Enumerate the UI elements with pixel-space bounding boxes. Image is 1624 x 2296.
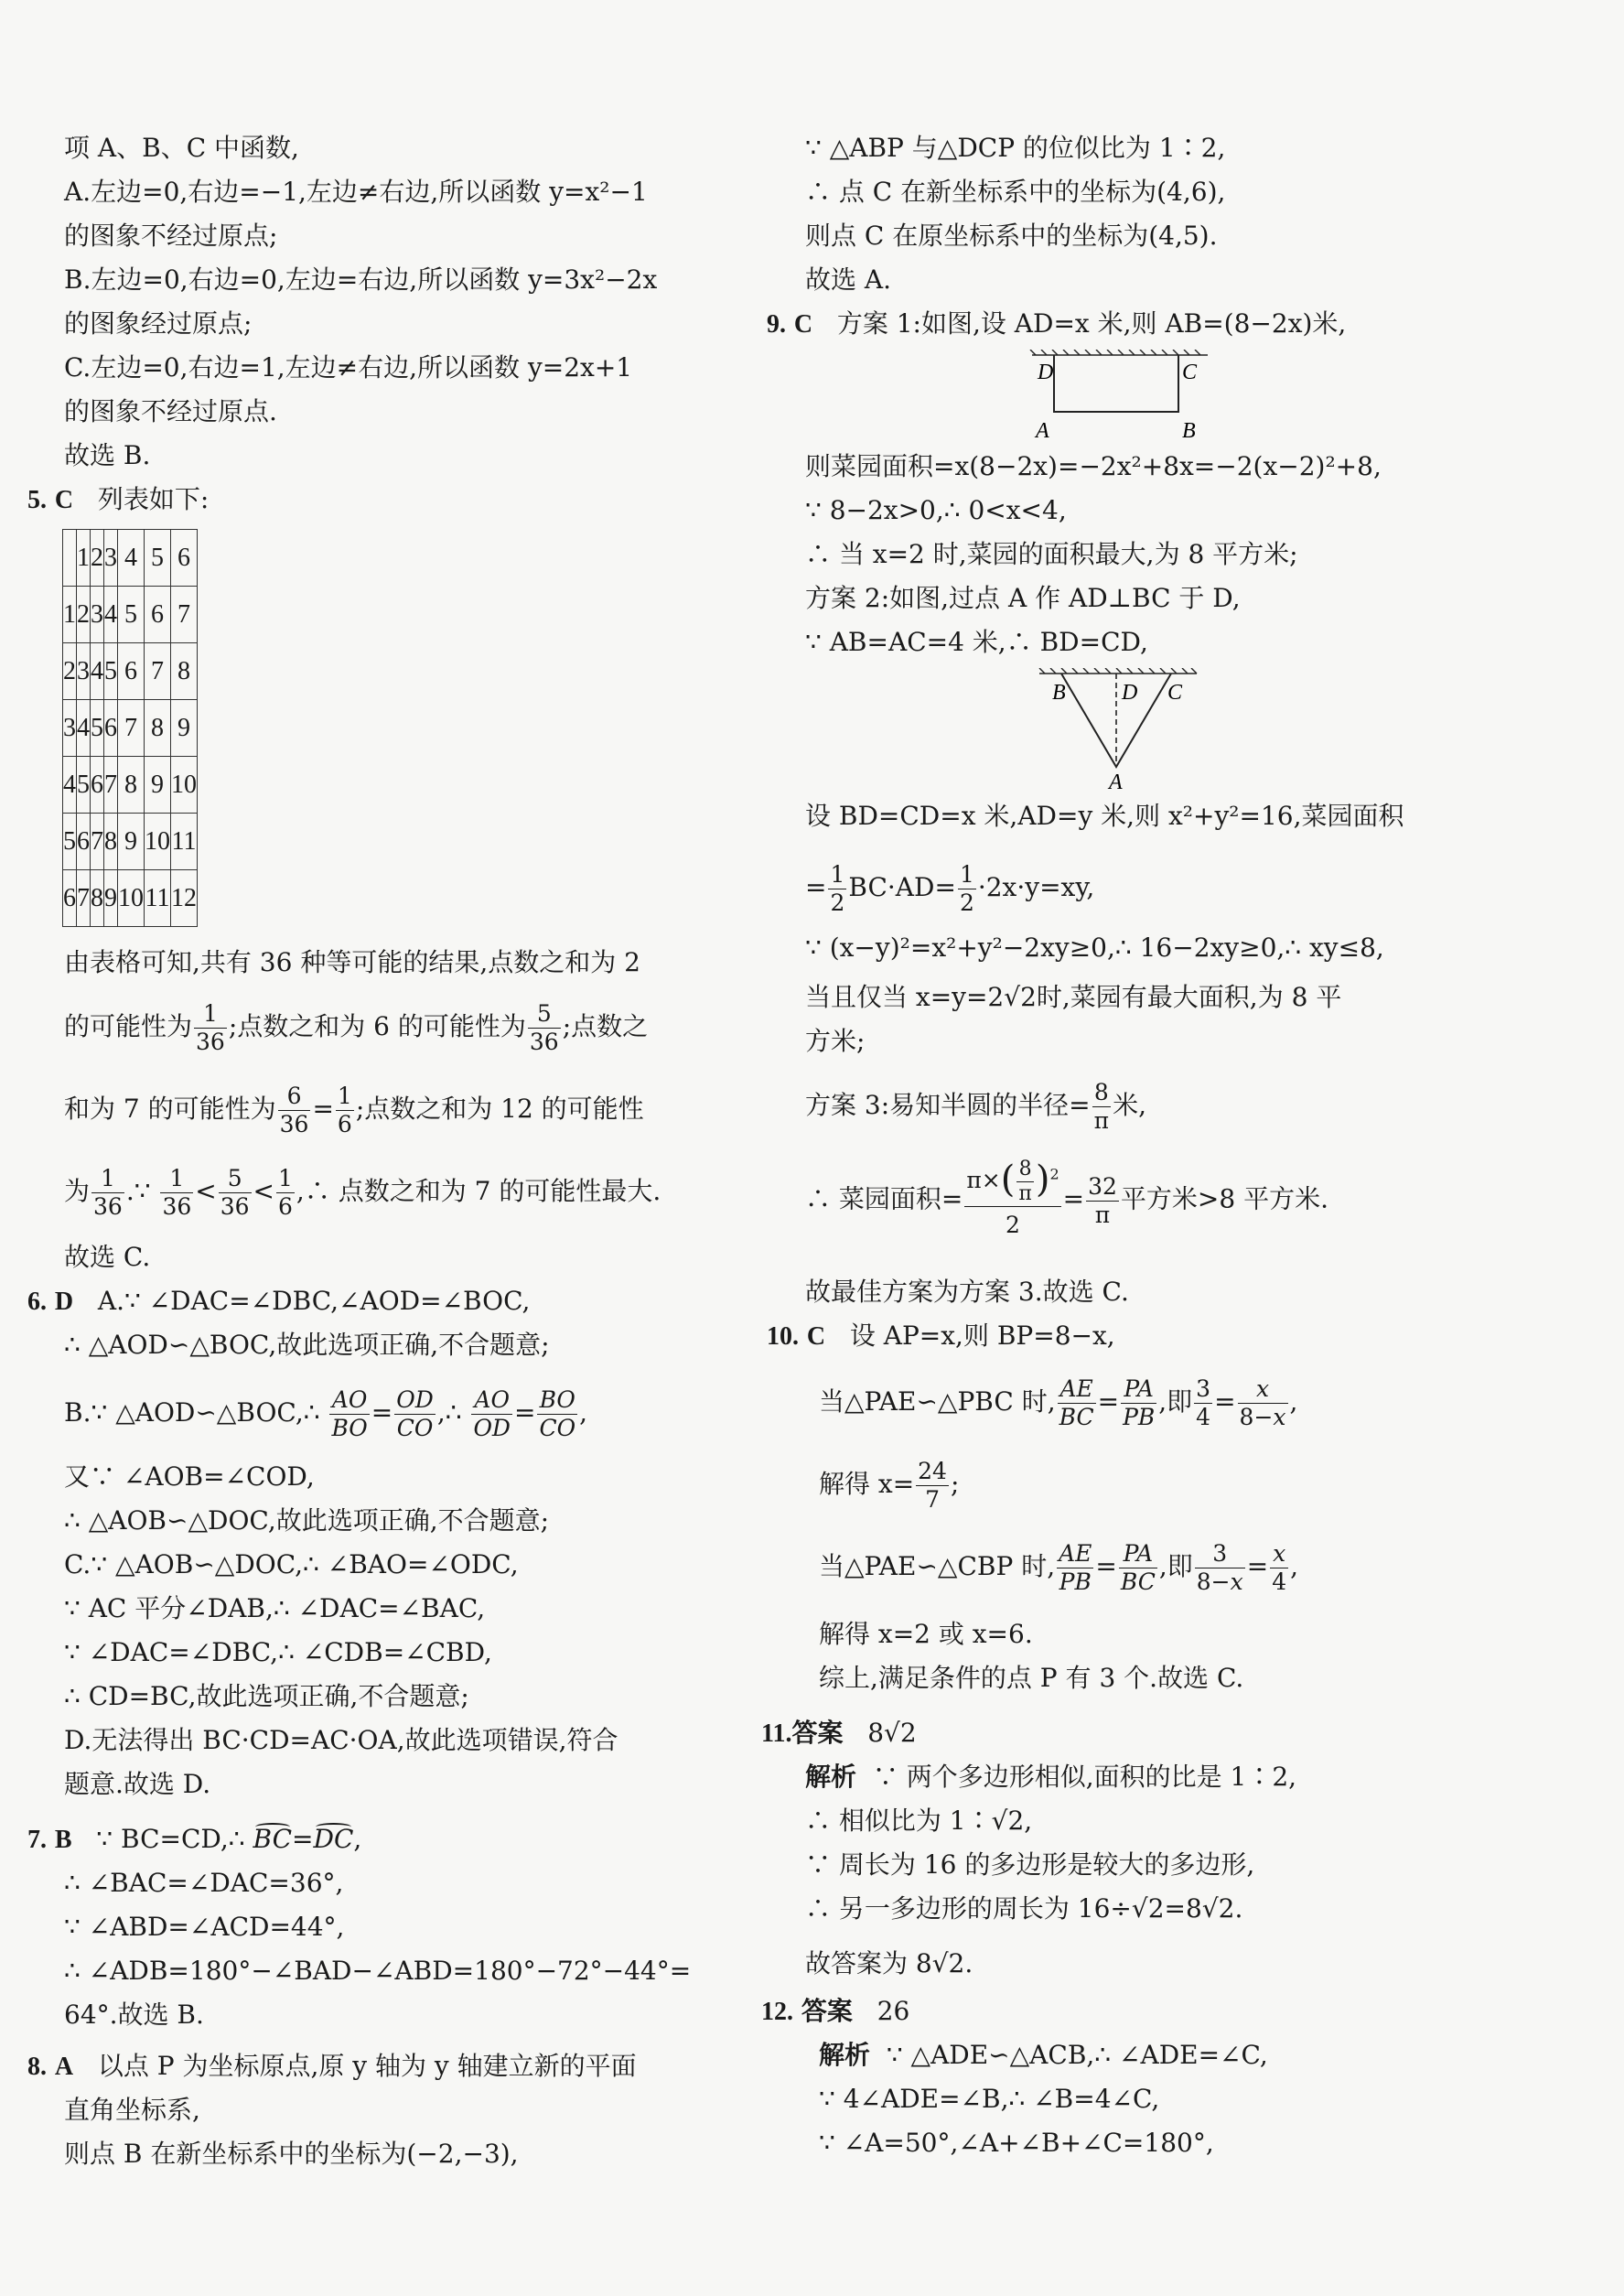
table-cell: 5	[63, 814, 77, 870]
text: ;点数之和为 12 的可能性	[355, 1094, 644, 1124]
table-cell: 7	[77, 870, 91, 927]
arc-bc: BC	[253, 1821, 293, 1858]
table-row	[63, 530, 198, 587]
label-d: D	[1122, 681, 1138, 705]
table-row	[63, 587, 198, 643]
q5-intro: 列表如下:	[97, 484, 210, 514]
dice-sum-table	[62, 529, 198, 927]
table-cell: 7	[118, 700, 145, 757]
text: 为	[64, 1176, 91, 1206]
table-cell: 2	[91, 530, 104, 587]
table-cell: 7	[104, 757, 118, 814]
table-cell	[63, 530, 77, 587]
question-number: 8.	[27, 2053, 47, 2081]
table-cell: 4	[63, 757, 77, 814]
table-cell: 6	[91, 757, 104, 814]
analysis-label: 解析	[805, 1762, 857, 1792]
q10-heading	[767, 1318, 1115, 1355]
q4-line: 的图象不经过原点;	[64, 221, 278, 251]
table-cell: 8	[118, 757, 145, 814]
fraction: $\frac{x}{8-x}$	[1239, 1375, 1286, 1430]
table-cell: 9	[104, 870, 118, 927]
q9-line: ∴ 菜园面积= π×( $\frac{8}{\pi}$ )$^2$ 2 = $\frac{32}{\pi}$ 平方米>8 平方米.	[805, 1158, 1328, 1244]
q11-line: ∵ 周长为 16 的多边形是较大的多边形,	[805, 1849, 1255, 1880]
q4-line: C.左边=0,右边=1,左边≠右边,所以函数 y=2x+1	[64, 352, 633, 383]
question-number: 7.	[27, 1826, 47, 1854]
question-number: 9.	[767, 310, 786, 339]
q12-heading	[761, 1993, 909, 2031]
fraction: $\frac{1}{2}$	[959, 861, 974, 916]
triangle-garden-figure	[1036, 668, 1200, 792]
q9-line: 设 BD=CD=x 米,AD=y 米,则 x²+y²=16,菜园面积	[805, 801, 1404, 831]
table-cell: 8	[104, 814, 118, 870]
q5-line: 故选 C.	[64, 1242, 151, 1272]
label-a: A	[1036, 419, 1049, 441]
q10-line: 当△PAE∽△CBP 时, $\frac{AE}{PB}$ = $\frac{PA}{BC}$ ,即 $\frac{3}{8-x}$ = $\frac{x}{4}$ ,	[819, 1540, 1299, 1595]
fraction: $\frac{AE}{BC}$	[1059, 1375, 1094, 1430]
q5-line: 为 $\frac{1}{36}$ .∵ $\frac{1}{36}$ < $\frac{5}{36}$ < $\frac{1}{6}$ ,∴ 点数之和为 7 的可能性最大.	[64, 1165, 661, 1220]
q11-line	[805, 1759, 1296, 1795]
table-cell: 3	[104, 530, 118, 587]
answer-letter: B	[54, 1826, 72, 1854]
text: 解得 x=	[819, 1469, 915, 1499]
q10-line: 综上,满足条件的点 P 有 3 个.故选 C.	[819, 1663, 1244, 1693]
table-cell: 8	[145, 700, 171, 757]
fraction: $\frac{BO}{CO}$	[539, 1386, 576, 1441]
q5-heading	[27, 481, 209, 519]
fraction: $\frac{32}{\pi}$	[1088, 1172, 1117, 1228]
table-cell: 3	[91, 587, 104, 643]
table-cell: 12	[171, 870, 198, 927]
q4-line: 故选 B.	[64, 440, 151, 470]
table-cell: 10	[145, 814, 171, 870]
q8-line: 则点 C 在原坐标系中的坐标为(4,5).	[805, 221, 1218, 251]
text: 当△PAE∽△PBC 时,	[819, 1386, 1056, 1417]
table-cell: 11	[171, 814, 198, 870]
fraction: $\frac{PA}{PB}$	[1123, 1375, 1156, 1430]
q9-line: 方米;	[805, 1026, 866, 1056]
q11-heading	[761, 1715, 917, 1752]
q6-line: ∴ △AOB∽△DOC,故此选项正确,不合题意;	[64, 1505, 550, 1536]
table-cell: 9	[118, 814, 145, 870]
text: ,即	[1158, 1386, 1193, 1417]
text: ∵ BC=CD,∴	[96, 1824, 245, 1854]
q5-line	[64, 999, 648, 1056]
q11-line: ∴ 另一多边形的周长为 16÷√2=8√2.	[805, 1893, 1243, 1924]
q12-line: ∵ ∠A=50°,∠A+∠B+∠C=180°,	[819, 2128, 1214, 2158]
table-cell: 11	[145, 870, 171, 927]
fraction: $\frac{3}{8-x}$	[1196, 1540, 1243, 1595]
q8-line: ∴ 点 C 在新坐标系中的坐标为(4,6),	[805, 177, 1226, 207]
q5-line: 由表格可知,共有 36 种等可能的结果,点数之和为 2	[64, 947, 640, 977]
table-cell: 4	[91, 643, 104, 700]
table-row	[63, 700, 198, 757]
q8-line: 则点 B 在新坐标系中的坐标为(−2,−3),	[64, 2139, 519, 2169]
fraction: $\frac{PA}{BC}$	[1120, 1540, 1156, 1595]
q6-line: 又∵ ∠AOB=∠COD,	[64, 1461, 315, 1492]
q4-line: 的图象不经过原点.	[64, 396, 277, 426]
fraction: $\frac{5}{36}$	[220, 1165, 250, 1220]
fraction: $\frac{AO}{BO}$	[331, 1386, 368, 1441]
table-cell: 4	[118, 530, 145, 587]
text: BC·AD=	[848, 872, 956, 902]
fraction: $\frac{1}{36}$	[162, 1165, 192, 1220]
fraction: $\frac{1}{36}$	[196, 1000, 225, 1055]
q9-line: 方案 2:如图,过点 A 作 AD⊥BC 于 D,	[805, 583, 1241, 613]
q9-line: ∴ 当 x=2 时,菜园的面积最大,为 8 平方米;	[805, 539, 1298, 569]
text: 平方米>8 平方米.	[1120, 1183, 1328, 1214]
table-cell: 6	[145, 587, 171, 643]
fraction: $\frac{6}{36}$	[279, 1083, 309, 1137]
table-cell: 3	[77, 643, 91, 700]
table-cell: 7	[91, 814, 104, 870]
table-cell: 8	[171, 643, 198, 700]
q12-line: ∵ 4∠ADE=∠B,∴ ∠B=4∠C,	[819, 2084, 1160, 2114]
fraction: $\frac{AE}{PB}$	[1059, 1540, 1092, 1595]
arc-dc: DC	[314, 1821, 354, 1858]
q10-line: 当△PAE∽△PBC 时, $\frac{AE}{BC}$ = $\frac{PA}{PB}$ ,即 $\frac{3}{4}$ = $\frac{x}{8-x}$ ,	[819, 1375, 1298, 1430]
q6-line: 题意.故选 D.	[64, 1769, 211, 1799]
table-cell: 4	[77, 700, 91, 757]
q6-line: A.∵ ∠DAC=∠DBC,∠AOD=∠BOC,	[97, 1286, 531, 1316]
table-cell: 7	[145, 643, 171, 700]
question-number: 12.	[761, 1998, 793, 2026]
table-row	[63, 643, 198, 700]
q9-line: 则菜园面积=x(8−2x)=−2x²+8x=−2(x−2)²+8,	[805, 451, 1382, 481]
q4-line: A.左边=0,右边=−1,左边≠右边,所以函数 y=x²−1	[64, 177, 648, 207]
q11-line: 故答案为 8√2.	[805, 1948, 973, 1978]
table-cell: 1	[77, 530, 91, 587]
text: ;点数之和为 6 的可能性为	[228, 1011, 526, 1041]
table-cell: 5	[145, 530, 171, 587]
q6-line: D.无法得出 BC·CD=AC·OA,故此选项错误,符合	[64, 1725, 618, 1755]
table-cell: 5	[104, 643, 118, 700]
q10-line: 解得 x= $\frac{24}{7}$ ;	[819, 1458, 960, 1513]
label-d: D	[1038, 361, 1054, 384]
label-b: B	[1052, 681, 1066, 705]
fraction: $\frac{AO}{OD}$	[473, 1386, 511, 1441]
q9-line: 方案 1:如图,设 AD=x 米,则 AB=(8−2x)米,	[836, 308, 1347, 339]
q9-line: 当且仅当 x=y=2√2时,菜园有最大面积,为 8 平	[805, 982, 1342, 1012]
q11-line: ∴ 相似比为 1∶√2,	[805, 1806, 1033, 1836]
q6-line: C.∵ △AOB∽△DOC,∴ ∠BAO=∠ODC,	[64, 1549, 519, 1579]
question-number: 5.	[27, 486, 47, 514]
answer-letter: C	[54, 486, 74, 514]
q4-line: B.左边=0,右边=0,左边=右边,所以函数 y=3x²−2x	[64, 264, 658, 295]
fraction: $\frac{24}{7}$	[918, 1458, 947, 1513]
table-cell: 10	[171, 757, 198, 814]
table-cell: 8	[91, 870, 104, 927]
table-cell: 6	[118, 643, 145, 700]
fraction: $\frac{3}{4}$	[1196, 1375, 1211, 1430]
table-cell: 2	[63, 643, 77, 700]
table-cell: 9	[171, 700, 198, 757]
fraction: $\frac{1}{6}$	[337, 1083, 352, 1137]
table-cell: 2	[77, 587, 91, 643]
q12-line	[819, 2037, 1268, 2074]
q5-line: 和为 7 的可能性为 $\frac{6}{36}$ = $\frac{1}{6}$ ;点数之和为 12 的可能性	[64, 1083, 644, 1137]
q6-line: ∴ CD=BC,故此选项正确,不合题意;	[64, 1681, 469, 1711]
table-cell: 5	[118, 587, 145, 643]
text: ∵ △ADE∽△ACB,∴ ∠ADE=∠C,	[886, 2040, 1268, 2070]
text: 和为 7 的可能性为	[64, 1094, 276, 1124]
q6-line: B.∵ △AOD∽△BOC,∴ $\frac{AO}{BO}$ = $\frac{OD}{CO}$ ,∴ $\frac{AO}{OD}$ = $\frac{BO}{CO}$ ,	[64, 1386, 587, 1441]
table-cell: 6	[63, 870, 77, 927]
q10-line: 解得 x=2 或 x=6.	[819, 1619, 1033, 1649]
table-row	[63, 870, 198, 927]
answer-letter: A	[54, 2053, 74, 2081]
wall-hatch	[1039, 668, 1197, 674]
fraction: $\frac{8}{\pi}$	[1093, 1079, 1110, 1134]
q7-line: ∴ ∠BAC=∠DAC=36°,	[64, 1868, 344, 1898]
text: ∴ 点数之和为 7 的可能性最大.	[304, 1176, 661, 1206]
text: ∵ 两个多边形相似,面积的比是 1∶2,	[872, 1762, 1297, 1792]
garden-fence	[1054, 355, 1178, 412]
fraction: π×( $\frac{8}{\pi}$ )$^2$ 2	[966, 1158, 1059, 1238]
q8-line: 故选 A.	[805, 264, 892, 295]
text: ∴ 菜园面积=	[805, 1183, 963, 1214]
question-number: 11.	[761, 1719, 792, 1748]
q6-line: ∵ ∠DAC=∠DBC,∴ ∠CDB=∠CBD,	[64, 1637, 492, 1667]
q7-line: 64°.故选 B.	[64, 2000, 204, 2030]
answer-letter: C	[793, 310, 813, 339]
fraction: $\frac{1}{36}$	[93, 1165, 123, 1220]
fraction: $\frac{1}{6}$	[278, 1165, 293, 1220]
table-row	[63, 757, 198, 814]
question-number: 6.	[27, 1288, 47, 1316]
table-cell: 10	[118, 870, 145, 927]
table-cell: 6	[77, 814, 91, 870]
q4-line: 的图象经过原点;	[64, 308, 253, 339]
fraction: $\frac{5}{36}$	[529, 1000, 559, 1055]
text: 方案 3:易知半圆的半径=	[805, 1090, 1091, 1120]
table-cell: 6	[104, 700, 118, 757]
q9-line: 故最佳方案为方案 3.故选 C.	[805, 1277, 1129, 1307]
q8-heading	[27, 2048, 637, 2086]
table-row	[63, 814, 198, 870]
table-cell: 4	[104, 587, 118, 643]
q7-line: ∵ ∠ABD=∠ACD=44°,	[64, 1912, 345, 1942]
text: 当△PAE∽△CBP 时,	[819, 1551, 1056, 1581]
table-cell: 5	[91, 700, 104, 757]
q9-line	[805, 860, 1094, 917]
table-cell: 7	[171, 587, 198, 643]
q8-line: ∵ △ABP 与△DCP 的位似比为 1∶2,	[805, 133, 1226, 163]
q8-line: 以点 P 为坐标原点,原 y 轴为 y 轴建立新的平面	[97, 2051, 637, 2081]
q10-line: 设 AP=x,则 BP=8−x,	[849, 1320, 1115, 1351]
q9-heading	[767, 306, 1346, 343]
q8-line: 直角坐标系,	[64, 2095, 200, 2125]
text: 的可能性为	[64, 1011, 193, 1041]
fraction: $\frac{OD}{CO}$	[396, 1386, 434, 1441]
q9-line	[805, 1078, 1146, 1135]
text: ,即	[1158, 1551, 1193, 1581]
q9-line: ∵ AB=AC=4 米,∴ BD=CD,	[805, 627, 1148, 657]
label-a: A	[1109, 771, 1123, 792]
label-c: C	[1182, 361, 1198, 384]
table-cell: 1	[63, 587, 77, 643]
answer-label: 答案	[791, 1718, 844, 1748]
text: =	[805, 872, 827, 902]
table-cell: 5	[77, 757, 91, 814]
table-cell: 3	[63, 700, 77, 757]
text: 米,	[1113, 1090, 1146, 1120]
label-b: B	[1182, 419, 1196, 441]
q9-line: ∵ 8−2x>0,∴ 0<x<4,	[805, 495, 1067, 525]
table-cell: 6	[171, 530, 198, 587]
table-cell: 9	[145, 757, 171, 814]
answer-letter: D	[54, 1288, 74, 1316]
wall-hatch	[1030, 350, 1208, 355]
q7-line: ∴ ∠ADB=180°−∠BAD−∠ABD=180°−72°−44°=	[64, 1956, 692, 1986]
q6-heading	[27, 1283, 530, 1320]
fraction: $\frac{x}{4}$	[1272, 1540, 1287, 1595]
text: ;点数之	[562, 1011, 649, 1041]
q6-line: ∴ △AOD∽△BOC,故此选项正确,不合题意;	[64, 1330, 550, 1360]
analysis-label: 解析	[819, 2040, 871, 2070]
fraction: $\frac{1}{2}$	[830, 861, 845, 916]
rectangle-garden-figure	[1025, 350, 1217, 441]
q6-line: ∵ AC 平分∠DAB,∴ ∠DAC=∠BAC,	[64, 1593, 486, 1623]
answer-value: 8√2	[867, 1718, 917, 1748]
text: B.∵ △AOD∽△BOC,∴	[64, 1397, 320, 1428]
q4-line: 项 A、B、C 中函数,	[64, 133, 299, 163]
q7-heading: 7. B ∵ BC=CD,∴ BC=DC,	[27, 1821, 361, 1859]
answer-letter: C	[806, 1322, 826, 1351]
label-c: C	[1167, 681, 1183, 705]
q9-line: ∵ (x−y)²=x²+y²−2xy≥0,∴ 16−2xy≥0,∴ xy≤8,	[805, 932, 1384, 963]
answer-value: 26	[877, 1996, 910, 2026]
question-number: 10.	[767, 1322, 799, 1351]
text: ·2x·y=xy,	[977, 872, 1095, 902]
answer-label: 答案	[801, 1996, 853, 2026]
